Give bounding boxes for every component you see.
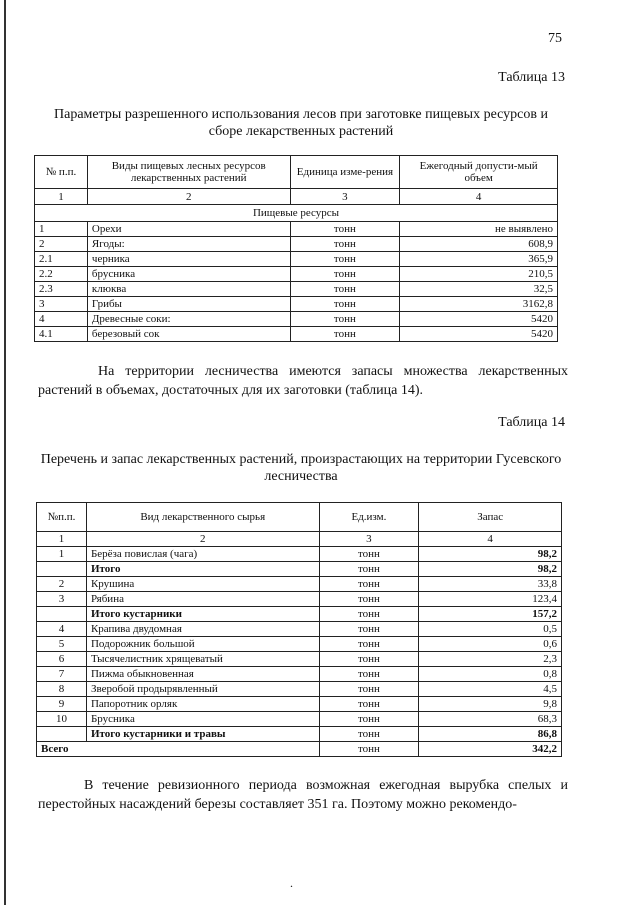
stock-cell: 2,3: [419, 652, 562, 667]
stock-cell: 86,8: [419, 727, 562, 742]
stock-cell: 0,5: [419, 622, 562, 637]
raw-material-cell: Зверобой продырявленный: [86, 682, 319, 697]
table13: [34, 155, 558, 342]
unit-cell: тонн: [319, 682, 419, 697]
raw-material-cell: Пижма обыкновенная: [86, 667, 319, 682]
resource-name-cell: брусника: [87, 267, 290, 282]
page-edge-line: [4, 0, 6, 905]
table13-caption: Таблица 13: [498, 70, 565, 85]
table14-row: [37, 682, 562, 697]
table14-header-cell: Вид лекарственного сырья: [86, 503, 319, 532]
stock-cell: 98,2: [419, 562, 562, 577]
table13-row: [35, 252, 558, 267]
unit-cell: тонн: [319, 592, 419, 607]
row-number-cell: [37, 562, 87, 577]
raw-material-cell: Берёза повислая (чага): [86, 547, 319, 562]
table13-row: [35, 267, 558, 282]
stock-cell: 0,8: [419, 667, 562, 682]
table14-colnum-row: [37, 532, 562, 547]
row-number-cell: 3: [35, 297, 88, 312]
table13-section-row: [35, 205, 558, 222]
unit-cell: тонн: [319, 697, 419, 712]
raw-material-cell: Итого кустарники: [86, 607, 319, 622]
unit-cell: тонн: [290, 327, 400, 342]
table14-colnum-cell: 2: [86, 532, 319, 547]
resource-name-cell: Ягоды:: [87, 237, 290, 252]
table13-colnum-cell: 4: [400, 189, 558, 205]
row-number-cell: 7: [37, 667, 87, 682]
table13-row: [35, 327, 558, 342]
volume-cell: 365,9: [400, 252, 558, 267]
unit-cell: тонн: [319, 652, 419, 667]
unit-cell: тонн: [290, 252, 400, 267]
total-label-cell: Всего: [37, 742, 320, 757]
table13-colnum-cell: 3: [290, 189, 400, 205]
table13-body: [35, 189, 558, 342]
resource-name-cell: Древесные соки:: [87, 312, 290, 327]
table13-header-row: [35, 156, 558, 189]
table14-row: [37, 727, 562, 742]
unit-cell: тонн: [290, 282, 400, 297]
paragraph-1: На территории лесничества имеются запасы множества лекарственных растений в объемах, достаточных для их заготовки (таблица 14).: [38, 364, 568, 398]
table13-row: [35, 222, 558, 237]
volume-cell: 32,5: [400, 282, 558, 297]
unit-cell: тонн: [290, 312, 400, 327]
table13-header-cell: Единица изме-рения: [290, 156, 400, 189]
unit-cell: тонн: [290, 297, 400, 312]
unit-cell: тонн: [319, 712, 419, 727]
stock-cell: 98,2: [419, 547, 562, 562]
unit-cell: тонн: [319, 547, 419, 562]
table14-row: [37, 577, 562, 592]
row-number-cell: 9: [37, 697, 87, 712]
unit-cell: тонн: [319, 622, 419, 637]
table14-header-row: [37, 503, 562, 532]
table13-header-cell: № п.п.: [35, 156, 88, 189]
volume-cell: 5420: [400, 327, 558, 342]
raw-material-cell: Подорожник большой: [86, 637, 319, 652]
unit-cell: тонн: [319, 742, 419, 757]
stock-cell: 68,3: [419, 712, 562, 727]
row-number-cell: [37, 607, 87, 622]
table14-row: [37, 592, 562, 607]
unit-cell: тонн: [319, 607, 419, 622]
table14-colnum-cell: 4: [419, 532, 562, 547]
raw-material-cell: Брусника: [86, 712, 319, 727]
raw-material-cell: Крапива двудомная: [86, 622, 319, 637]
raw-material-cell: Папоротник орляк: [86, 697, 319, 712]
page-number: 75: [548, 31, 562, 46]
total-value-cell: 342,2: [419, 742, 562, 757]
table13-header-cell: Виды пищевых лесных ресурсов лекарственных растений: [87, 156, 290, 189]
table13-colnum-cell: 2: [87, 189, 290, 205]
row-number-cell: 2.2: [35, 267, 88, 282]
resource-name-cell: Грибы: [87, 297, 290, 312]
row-number-cell: 4.1: [35, 327, 88, 342]
unit-cell: тонн: [319, 562, 419, 577]
unit-cell: тонн: [290, 237, 400, 252]
table14-total-row: [37, 742, 562, 757]
unit-cell: тонн: [319, 667, 419, 682]
table14-row: [37, 712, 562, 727]
row-number-cell: 10: [37, 712, 87, 727]
volume-cell: 608,9: [400, 237, 558, 252]
row-number-cell: [37, 727, 87, 742]
table14-row: [37, 667, 562, 682]
volume-cell: 210,5: [400, 267, 558, 282]
table13-header-cell: Ежегодный допусти-мый объем: [400, 156, 558, 189]
raw-material-cell: Тысячелистник хрящеватый: [86, 652, 319, 667]
row-number-cell: 6: [37, 652, 87, 667]
table14-row: [37, 547, 562, 562]
table14-row: [37, 607, 562, 622]
unit-cell: тонн: [319, 637, 419, 652]
table14-colnum-cell: 3: [319, 532, 419, 547]
volume-cell: 3162,8: [400, 297, 558, 312]
stock-cell: 157,2: [419, 607, 562, 622]
volume-cell: не выявлено: [400, 222, 558, 237]
table14-row: [37, 697, 562, 712]
table14-row: [37, 562, 562, 577]
row-number-cell: 4: [37, 622, 87, 637]
row-number-cell: 1: [35, 222, 88, 237]
raw-material-cell: Крушина: [86, 577, 319, 592]
table14-row: [37, 637, 562, 652]
resource-name-cell: березовый сок: [87, 327, 290, 342]
resource-name-cell: черника: [87, 252, 290, 267]
row-number-cell: 4: [35, 312, 88, 327]
raw-material-cell: Итого кустарники и травы: [86, 727, 319, 742]
table14-header-cell: Запас: [419, 503, 562, 532]
row-number-cell: 2: [35, 237, 88, 252]
table14-header-cell: Ед.изм.: [319, 503, 419, 532]
row-number-cell: 8: [37, 682, 87, 697]
row-number-cell: 2: [37, 577, 87, 592]
stock-cell: 0,6: [419, 637, 562, 652]
raw-material-cell: Итого: [86, 562, 319, 577]
volume-cell: 5420: [400, 312, 558, 327]
row-number-cell: 1: [37, 547, 87, 562]
row-number-cell: 2.3: [35, 282, 88, 297]
unit-cell: тонн: [319, 577, 419, 592]
table14-colnum-cell: 1: [37, 532, 87, 547]
stock-cell: 4,5: [419, 682, 562, 697]
row-number-cell: 3: [37, 592, 87, 607]
row-number-cell: 2.1: [35, 252, 88, 267]
stock-cell: 123,4: [419, 592, 562, 607]
resource-name-cell: Орехи: [87, 222, 290, 237]
unit-cell: тонн: [290, 267, 400, 282]
stock-cell: 9,8: [419, 697, 562, 712]
table13-section-cell: Пищевые ресурсы: [35, 205, 558, 222]
table14-title: Перечень и запас лекарственных растений, произрастающих на территории Гусевского лесничества: [40, 452, 562, 484]
unit-cell: тонн: [319, 727, 419, 742]
unit-cell: тонн: [290, 222, 400, 237]
table14-row: [37, 622, 562, 637]
footer-mark: .: [290, 876, 293, 890]
table13-row: [35, 297, 558, 312]
row-number-cell: 5: [37, 637, 87, 652]
table13-row: [35, 237, 558, 252]
table13-title: Параметры разрешенного использования лесов при заготовке пищевых ресурсов и сборе лекарственных растений: [54, 107, 548, 139]
paragraph-2: В течение ревизионного периода возможная ежегодная вырубка спелых и перестойных насаждений березы составляет 351 га. Поэтому можно рекомендо-: [38, 778, 568, 812]
stock-cell: 33,8: [419, 577, 562, 592]
table14-row: [37, 652, 562, 667]
table13-colnum-cell: 1: [35, 189, 88, 205]
table14-caption: Таблица 14: [498, 415, 565, 430]
table14: [36, 502, 562, 757]
table14-body: [37, 532, 562, 757]
table13-colnum-row: [35, 189, 558, 205]
table13-row: [35, 312, 558, 327]
table13-row: [35, 282, 558, 297]
table14-header-cell: №п.п.: [37, 503, 87, 532]
raw-material-cell: Рябина: [86, 592, 319, 607]
resource-name-cell: клюква: [87, 282, 290, 297]
